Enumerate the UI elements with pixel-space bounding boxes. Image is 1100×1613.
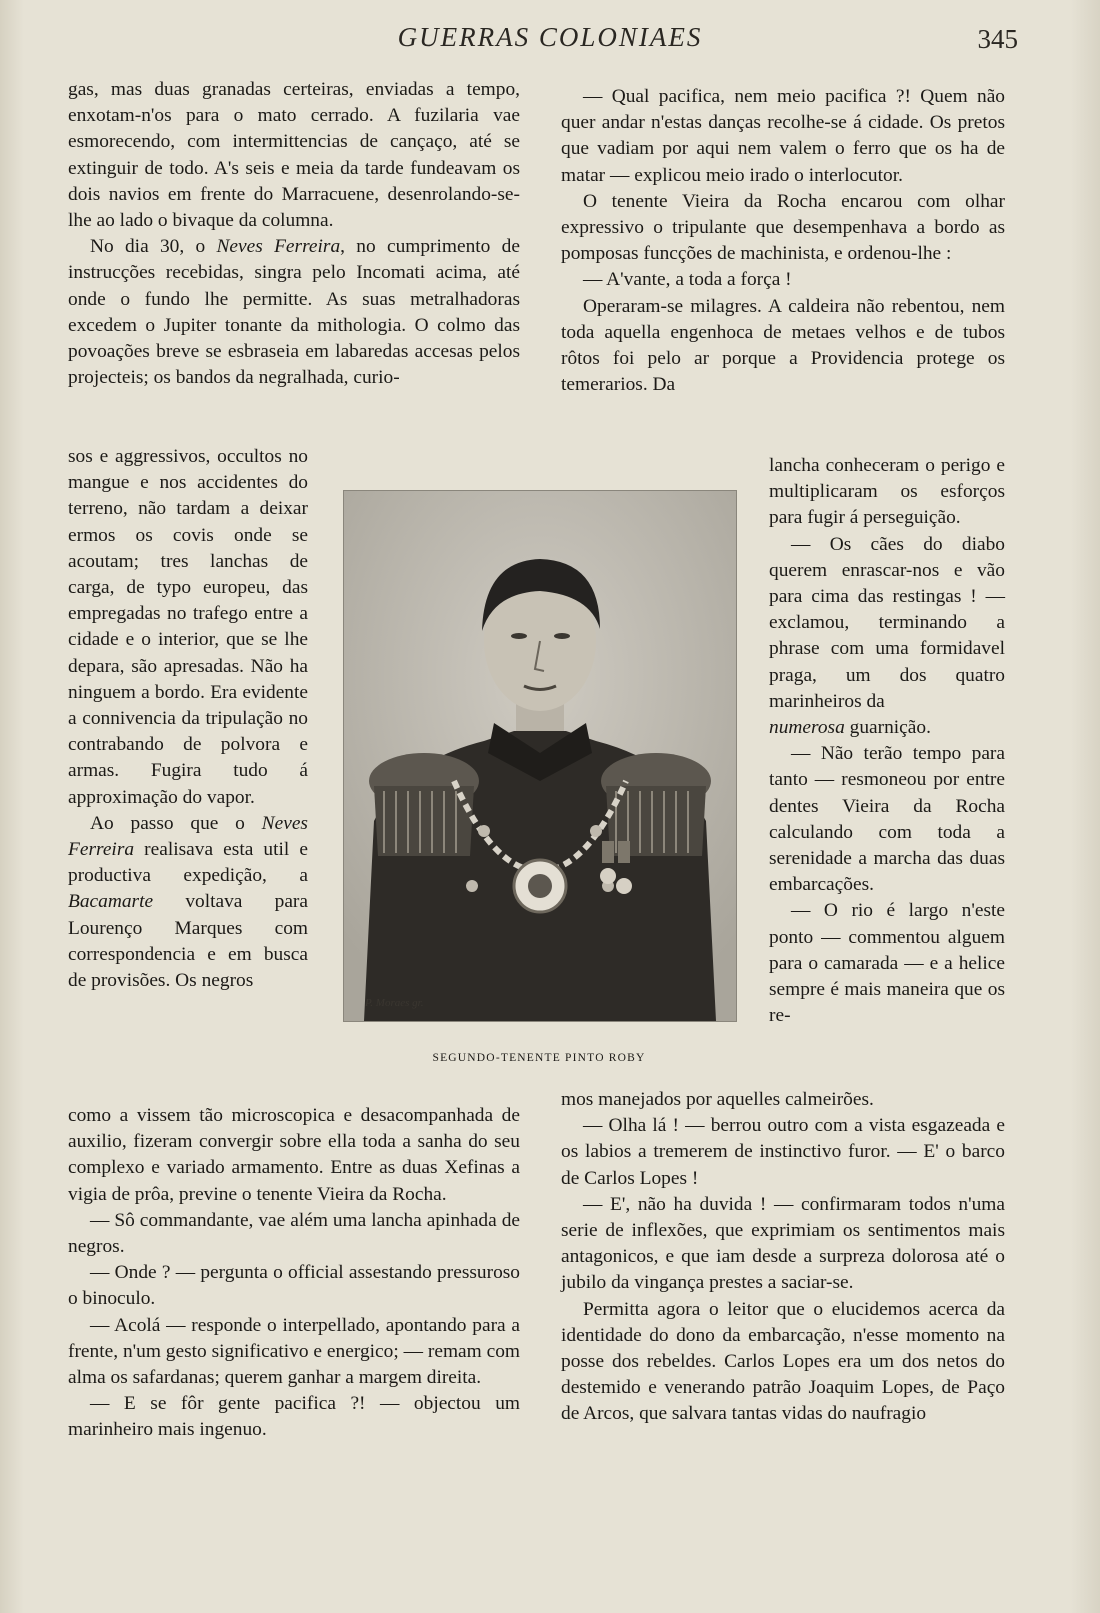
uniform-button: [478, 825, 490, 837]
ship-name: Neves Ferreira: [216, 236, 341, 258]
left-column-narrow: [68, 444, 308, 994]
ship-name: Bacamarte: [68, 891, 154, 913]
right-column-top: [561, 84, 1005, 398]
paragraph: — A'vante, a toda a força !: [583, 269, 792, 291]
paragraph: numerosa guarnição.: [769, 717, 931, 739]
paragraph: — Olha lá ! — berrou outro com a vista esgazeada e os labios a tremerem de instinctivo furor. — E' o barco de Carlos Lopes !: [561, 1115, 1005, 1189]
portrait-illustration: [344, 491, 736, 1021]
right-column-narrow: [769, 453, 1005, 1029]
paragraph: — Qual pacifica, nem meio pacifica ?! Quem não quer andar n'estas danças recolhe-se á cidade. Os pretos que vadiam por aqui nem valem o ferro que os ha de matar — explicou meio irado o interlocutor.: [561, 86, 1005, 186]
paragraph: — Não terão tempo para tanto — resmoneou por entre dentes Vieira da Rocha calculando com toda a serenidade a marcha das duas embarcações.: [769, 743, 1005, 896]
uniform-button: [590, 825, 602, 837]
paragraph: — Onde ? — pergunta o official assestando pressuroso o binoculo.: [68, 1262, 520, 1310]
emphasis: numerosa: [769, 717, 845, 739]
ship-name: Neves Ferreira: [68, 812, 308, 861]
engraver-signature: P. Moraes gr.: [365, 997, 424, 1009]
paragraph: lancha conheceram o perigo e multiplicaram os esforços para fugir á perseguição.: [769, 455, 1005, 529]
portrait-photo: [343, 490, 737, 1022]
paragraph: gas, mas duas granadas certeiras, enviadas a tempo, enxotam-n'os para o mato cerrado. A fuzilaria vae esmorecendo, com intermittencias de cançaço, até se extinguir de todo. A's seis e meia da tarde fundeavam os dois navios em frente do Marracuene, desenrolando-se-lhe ao lado o bivaque da columna.: [68, 79, 520, 232]
paragraph: — E se fôr gente pacifica ?! — objectou um marinheiro mais ingenuo.: [68, 1393, 520, 1441]
paragraph: Operaram-se milagres. A caldeira não rebentou, nem toda aquella engenhoca de metaes velhos e de tubos rôtos foi pelo ar porque a Providencia protege os temerarios. Da: [561, 295, 1005, 396]
paragraph: sos e aggressivos, occultos no mangue e nos accidentes do terreno, não tardam a deixar ermos os covis onde se acoutam; tres lanchas de carga, de typo europeu, das empregadas no trafego entre a cidade e o interior, que se lhe depara, são apresadas. Não ha ninguem a bordo. Era evidente a connivencia da tripulação no contrabando de polvora e armas. Fugira tudo á approximação do vapor.: [68, 446, 308, 808]
paragraph: — Acolá — responde o interpellado, apontando para a frente, n'um gesto significativo e energico; — remam com alma os safardanas; querem ganhar a margem direita.: [68, 1314, 520, 1389]
paragraph: No dia 30, o Neves Ferreira, no cumprimento de instrucções recebidas, singra pelo Incomati acima, até onde o fundo lhe permitte. As suas metralhadoras excedem o Jupiter tonante da mithologia. O colmo das povoações breve se esbraseia em labaredas accesas pelos projecteis; os bandos da negralhada, curio-: [68, 236, 520, 389]
right-column-bottom: [561, 1087, 1005, 1428]
paragraph: Ao passo que o Neves Ferreira realisava esta util e productiva expedição, a Bacamarte voltava para Lourenço Marques com correspondencia e em busca de provisões. Os negros: [68, 812, 308, 992]
page-number: 345: [977, 24, 1018, 54]
paragraph: — O rio é largo n'este ponto — commentou alguem para o camarada — e a helice sempre é mais maneira que os re-: [769, 900, 1005, 1027]
paragraph: mos manejados por aquelles calmeirões.: [561, 1089, 874, 1110]
paragraph: — Os cães do diabo querem enrascar-nos e vão para cima das restingas ! — exclamou, terminando a phrase com uma formidavel praga, um dos quatro marinheiros da: [769, 533, 1005, 712]
paragraph: como a vissem tão microscopica e desacompanhada de auxilio, fizeram convergir sobre ella toda a sanha do seu complexo e variado armamento. Entre as duas Xefinas a vigia de prôa, previne o tenente Vieira da Rocha.: [68, 1105, 520, 1205]
left-epaulette: [369, 753, 479, 856]
paragraph: — Sô commandante, vae além uma lancha apinhada de negros.: [68, 1209, 520, 1258]
portrait-caption: SEGUNDO-TENENTE PINTO ROBY: [432, 1052, 646, 1064]
left-column-top: [68, 77, 520, 391]
running-header-title: GUERRAS COLONIAES: [397, 22, 703, 52]
paragraph: — E', não ha duvida ! — confirmaram todos n'uma serie de inflexões, que exprimiam os sentimentos mais antagonicos, e que iam desde a surpreza dolorosa até o jubilo da vingança prestes a saciar-se.: [561, 1193, 1005, 1294]
paragraph: Permitta agora o leitor que o elucidemos acerca da identidade do dono da embarcação, n'esse momento na posse dos rebeldes. Carlos Lopes era um dos netos do destemido e venerando patrão Joaquim Lopes, de Paço de Arcos, que salvara tantas vidas do naufragio: [561, 1298, 1005, 1425]
order-pendant: [514, 860, 566, 912]
uniform-button: [466, 880, 478, 892]
paragraph: O tenente Vieira da Rocha encarou com olhar expressivo o tripulante que desempenhava a bordo as pomposas funcções de machinista, e ordenou-lhe :: [561, 190, 1005, 265]
left-column-bottom: [68, 1103, 520, 1444]
